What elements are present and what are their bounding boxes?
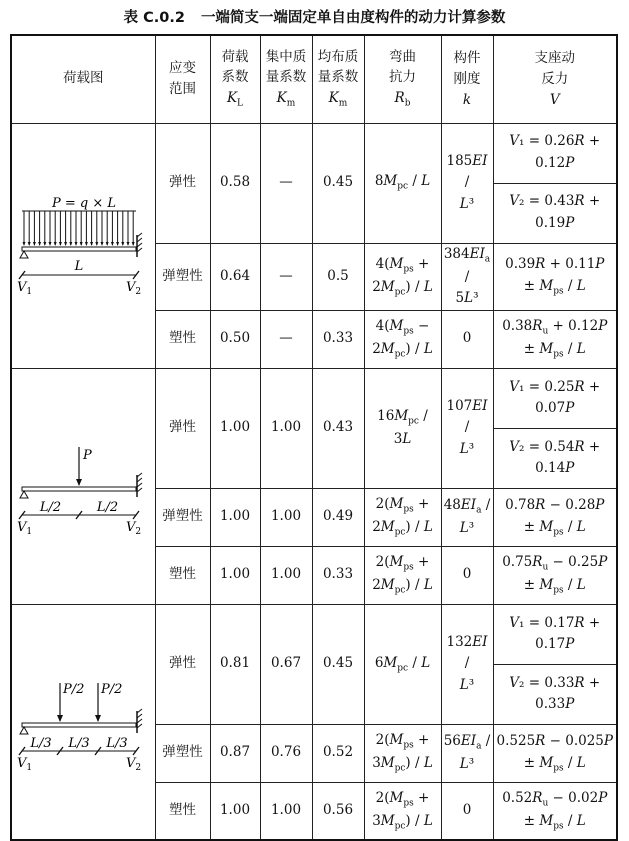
reaction-label-v2: $V_2$: [126, 756, 142, 774]
concentrated-mass-factor-cell: 0.67: [260, 604, 312, 724]
load-factor-cell: 1.00: [210, 488, 260, 546]
load-diagram-2: [11, 368, 155, 604]
stiffness-cell: 107EI / L³: [441, 368, 493, 488]
header-stiffness: 构件 刚度 k: [441, 35, 493, 123]
uniform-mass-factor-cell: 0.33: [312, 310, 364, 368]
load-factor-cell: 0.81: [210, 604, 260, 724]
strain-range-cell: 弹性: [155, 604, 210, 724]
concentrated-mass-factor-cell: —: [260, 243, 312, 310]
uniform-mass-factor-cell: 0.43: [312, 368, 364, 488]
support-reaction-cell: V₂ = 0.54R + 0.14P: [493, 428, 617, 488]
uniform-mass-factor-cell: 0.45: [312, 604, 364, 724]
pin-support-icon: [20, 251, 28, 258]
span-label: L/3: [68, 736, 90, 752]
support-reaction-cell: $0.52R_u - 0.02P$ ± $M_{ps}$ / L: [493, 782, 617, 840]
table-title: 一端简支一端固定单自由度构件的动力计算参数: [200, 10, 506, 26]
load-label: P: [83, 448, 92, 464]
header-support-reaction: 支座动 反力 V: [493, 35, 617, 123]
support-reaction-cell: V₂ = 0.43R + 0.19P: [493, 183, 617, 243]
dynamic-parameters-table: [10, 34, 618, 841]
load-factor-cell: 1.00: [210, 546, 260, 604]
strain-range-cell: 塑性: [155, 546, 210, 604]
support-reaction-cell: V₁ = 0.26R + 0.12P: [493, 123, 617, 183]
load-factor-cell: 0.87: [210, 724, 260, 782]
load-diagram-3: [11, 604, 155, 840]
bending-resistance-cell: $2(M_{ps}$ + $2M_{pc}$) / L: [364, 488, 441, 546]
load-factor-cell: 1.00: [210, 368, 260, 488]
stiffness-cell: $384EI_a$ / 5L³: [441, 243, 493, 310]
header-row: [11, 35, 617, 123]
reaction-label-v2: $V_2$: [126, 279, 142, 297]
load-factor-cell: 0.64: [210, 243, 260, 310]
stiffness-cell: 0: [441, 546, 493, 604]
concentrated-mass-factor-cell: —: [260, 310, 312, 368]
header-concentrated-mass-factor: 集中质 量系数 $K_m$: [260, 35, 312, 123]
span-label: L: [74, 258, 84, 274]
load-factor-cell: 0.58: [210, 123, 260, 243]
table-number: 表 C.0.2: [123, 10, 185, 26]
pin-support-icon: [20, 491, 28, 498]
stiffness-cell: $56EI_a$ / L³: [441, 724, 493, 782]
uniform-mass-factor-cell: 0.45: [312, 123, 364, 243]
strain-range-cell: 弹塑性: [155, 243, 210, 310]
strain-range-cell: 弹性: [155, 123, 210, 243]
strain-range-cell: 弹塑性: [155, 488, 210, 546]
span-label-left: L/2: [39, 500, 62, 516]
fixed-support-icon: [137, 473, 142, 497]
uniform-mass-factor-cell: 0.49: [312, 488, 364, 546]
bending-resistance-cell: $2(M_{ps}$ + $2M_{pc}$) / L: [364, 546, 441, 604]
concentrated-mass-factor-cell: —: [260, 123, 312, 243]
pin-support-icon: [20, 727, 28, 734]
table-caption: [0, 6, 629, 27]
beam: [22, 247, 136, 251]
bending-resistance-cell: $2(M_{ps}$ + $3M_{pc}$) / L: [364, 724, 441, 782]
table-row: [11, 604, 617, 664]
strain-range-cell: 弹塑性: [155, 724, 210, 782]
support-reaction-cell: 0.525R − 0.025P ± $M_{ps}$ / L: [493, 724, 617, 782]
strain-range-cell: 弹性: [155, 368, 210, 488]
bending-resistance-cell: $8M_{pc}$ / L: [364, 123, 441, 243]
stiffness-cell: 185EI / L³: [441, 123, 493, 243]
stiffness-cell: 0: [441, 782, 493, 840]
reaction-label-v1: $V_1$: [17, 520, 33, 538]
header-strain-range: 应变 范围: [155, 35, 210, 123]
load-factor-cell: 1.00: [210, 782, 260, 840]
stiffness-cell: $48EI_a$ / L³: [441, 488, 493, 546]
uniform-mass-factor-cell: 0.56: [312, 782, 364, 840]
strain-range-cell: 塑性: [155, 782, 210, 840]
support-reaction-cell: V₁ = 0.25R + 0.07P: [493, 368, 617, 428]
header-uniform-mass-factor: 均布质 量系数 $K_m$: [312, 35, 364, 123]
load-label: P/2: [63, 682, 85, 698]
stiffness-cell: 0: [441, 310, 493, 368]
support-reaction-cell: 0.39R + 0.11P ± $M_{ps}$ / L: [493, 243, 617, 310]
header-bending-resistance: 弯曲 抗力 $R_b$: [364, 35, 441, 123]
support-reaction-cell: V₁ = 0.17R + 0.17P: [493, 604, 617, 664]
fixed-support-icon: [137, 709, 142, 733]
span-label: L/3: [106, 736, 128, 752]
concentrated-mass-factor-cell: 0.76: [260, 724, 312, 782]
support-reaction-cell: V₂ = 0.33R + 0.33P: [493, 664, 617, 724]
strain-range-cell: 塑性: [155, 310, 210, 368]
uniform-mass-factor-cell: 0.33: [312, 546, 364, 604]
concentrated-mass-factor-cell: 1.00: [260, 546, 312, 604]
bending-resistance-cell: $2(M_{ps}$ + $3M_{pc}$) / L: [364, 782, 441, 840]
beam: [22, 723, 136, 727]
header-load-factor: 荷载 系数 $K_L$: [210, 35, 260, 123]
span-label: L/3: [30, 736, 52, 752]
uniform-mass-factor-cell: 0.52: [312, 724, 364, 782]
load-label: P/2: [101, 682, 123, 698]
uniform-mass-factor-cell: 0.5: [312, 243, 364, 310]
bending-resistance-cell: $16M_{pc}$ / 3L: [364, 368, 441, 488]
load-factor-cell: 0.50: [210, 310, 260, 368]
concentrated-mass-factor-cell: 1.00: [260, 782, 312, 840]
concentrated-mass-factor-cell: 1.00: [260, 488, 312, 546]
support-reaction-cell: 0.78R − 0.28P ± $M_{ps}$ / L: [493, 488, 617, 546]
support-reaction-cell: $0.75R_u - 0.25P$ ± $M_{ps}$ / L: [493, 546, 617, 604]
concentrated-mass-factor-cell: 1.00: [260, 368, 312, 488]
table-row: [11, 123, 617, 183]
bending-resistance-cell: $4(M_{ps}$ + $2M_{pc}$) / L: [364, 243, 441, 310]
load-label: P = q × L: [51, 195, 117, 211]
fixed-support-icon: [137, 233, 142, 257]
beam: [22, 487, 136, 491]
reaction-label-v1: $V_1$: [17, 756, 33, 774]
load-diagram-1: [11, 123, 155, 368]
bending-resistance-cell: $6M_{pc}$ / L: [364, 604, 441, 724]
support-reaction-cell: $0.38R_u + 0.12P$ ± $M_{ps}$ / L: [493, 310, 617, 368]
bending-resistance-cell: $4(M_{ps}$ − $2M_{pc}$) / L: [364, 310, 441, 368]
reaction-label-v2: $V_2$: [126, 520, 142, 538]
table-body: [11, 35, 617, 840]
table-row: [11, 368, 617, 428]
reaction-label-v1: $V_1$: [17, 279, 33, 297]
header-load-diagram: 荷载图: [11, 35, 155, 123]
stiffness-cell: 132EI / L³: [441, 604, 493, 724]
span-label-right: L/2: [96, 500, 119, 516]
